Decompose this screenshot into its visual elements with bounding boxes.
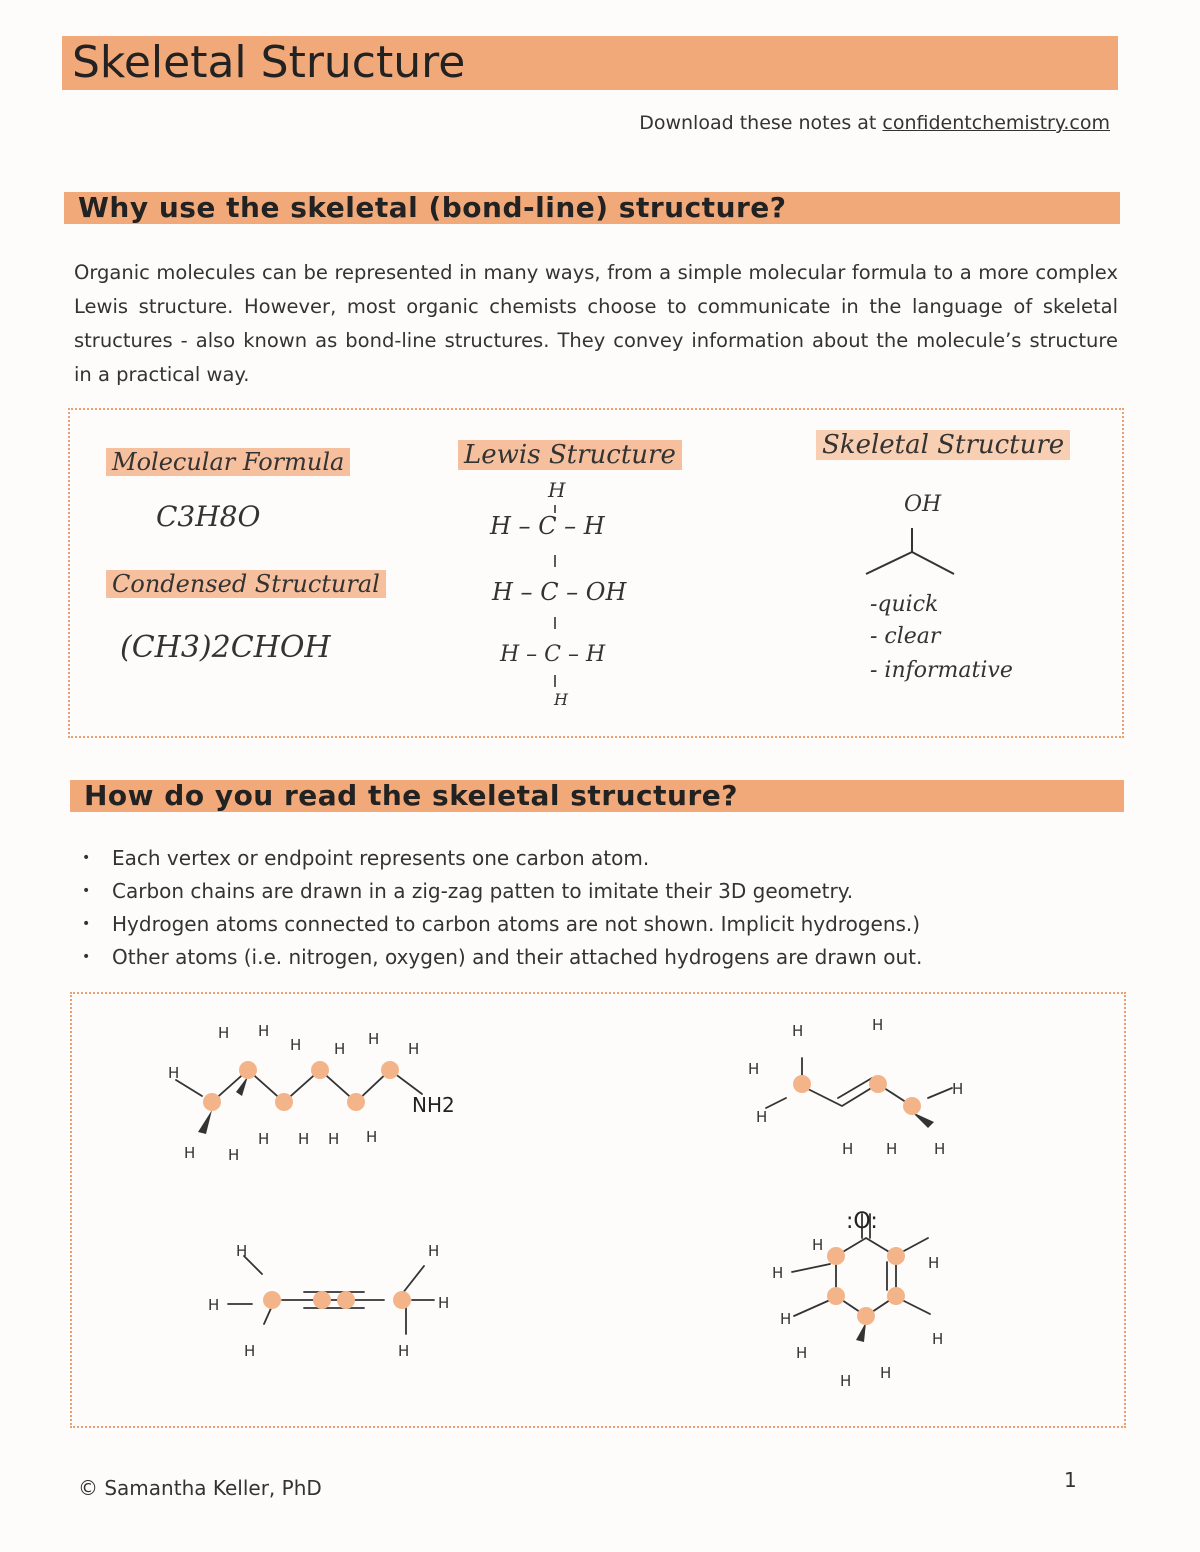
examples-box (70, 992, 1126, 1428)
hydrogen-label: H (228, 1146, 240, 1164)
skeletal-note: - clear (870, 624, 941, 649)
lewis-vertical-bonds (540, 505, 580, 695)
footer-copyright: © Samantha Keller, PhD (78, 1476, 322, 1500)
hydrogen-label: H (840, 1372, 852, 1390)
hydrogen-label: H (334, 1040, 346, 1058)
hydrogen-label: H (258, 1022, 270, 1040)
hydrogen-label: H (398, 1342, 410, 1360)
hydrogen-label: H (328, 1130, 340, 1148)
representations-box (68, 408, 1124, 738)
hydrogen-label: H (368, 1030, 380, 1048)
lewis-row: H – C – H (500, 642, 606, 667)
hydrogen-label: H (408, 1040, 420, 1058)
molecular-formula-value: C3H8O (156, 500, 261, 533)
intro-paragraph: Organic molecules can be represented in many ways, from a simple molecular formula to a more complex Lewis structure. However, most organic chemists choose to communicate in the language of skeletal structures - also known as bond-line structures. They convey information about the molecule’s structure in a practical way. (74, 261, 1118, 386)
skeletal-structure-label: Skeletal Structure (816, 430, 1070, 460)
hydrogen-label: H (298, 1130, 310, 1148)
section-heading-how: How do you read the skeletal structure? (70, 780, 1124, 812)
hydrogen-label: H (756, 1108, 768, 1126)
condensed-structural-value: (CH3)2CHOH (120, 630, 331, 665)
skeletal-oh-label: OH (904, 492, 942, 517)
hydrogen-label: H (928, 1254, 940, 1272)
amine-label: NH2 (412, 1093, 455, 1117)
hydrogen-label: H (428, 1242, 440, 1260)
bullet-list (78, 842, 1118, 974)
hydrogen-label: H (290, 1036, 302, 1054)
bullet-item: • Hydrogen atoms connected to carbon atoms are not shown. Implicit hydrogens.) (78, 908, 1118, 941)
hydrogen-label: H (952, 1080, 964, 1098)
bullet-item: • Each vertex or endpoint represents one carbon atom. (78, 842, 1118, 875)
hydrogen-label: H (184, 1144, 196, 1162)
ketone-oxygen-label: :O: (846, 1209, 878, 1234)
hydrogen-label: H (812, 1236, 824, 1254)
lewis-row: H (548, 478, 566, 502)
hydrogen-label: H (218, 1024, 230, 1042)
lewis-row: H – C – OH (492, 578, 627, 606)
hydrogen-label: H (932, 1330, 944, 1348)
hydrogen-label: H (934, 1140, 946, 1158)
bullet-item: • Other atoms (i.e. nitrogen, oxygen) and their attached hydrogens are drawn out. (78, 941, 1118, 974)
lewis-row: H – C – H (490, 512, 605, 540)
hydrogen-label: H (792, 1022, 804, 1040)
hydrogen-label: H (886, 1140, 898, 1158)
molecular-formula-label: Molecular Formula (106, 448, 350, 476)
bullet-item: • Carbon chains are drawn in a zig-zag patten to imitate their 3D geometry. (78, 875, 1118, 908)
hydrogen-label: H (438, 1294, 450, 1312)
condensed-structural-label: Condensed Structural (106, 570, 386, 598)
hydrogen-label: H (842, 1140, 854, 1158)
lewis-structure-label: Lewis Structure (458, 440, 682, 470)
hydrogen-label: H (748, 1060, 760, 1078)
examples-drawing (72, 994, 1124, 1426)
section-heading-why: Why use the skeletal (bond-line) structure? (64, 192, 1120, 224)
hydrogen-label: H (208, 1296, 220, 1314)
hydrogen-label: H (366, 1128, 378, 1146)
skeletal-note: - informative (870, 658, 1013, 683)
lewis-row: H (554, 690, 568, 709)
page-number: 1 (1064, 1468, 1077, 1492)
hydrogen-label: H (796, 1344, 808, 1362)
download-line (639, 112, 1110, 134)
hydrogen-label: H (168, 1064, 180, 1082)
skeletal-note: -quick (870, 592, 939, 617)
hydrogen-label: H (772, 1264, 784, 1282)
hydrogen-label: H (236, 1242, 248, 1260)
hydrogen-label: H (872, 1016, 884, 1034)
page-title: Skeletal Structure (62, 36, 1118, 90)
hydrogen-label: H (780, 1310, 792, 1328)
hydrogen-label: H (258, 1130, 270, 1148)
download-prefix: Download these notes at (639, 112, 883, 134)
download-link[interactable]: confidentchemistry.com (882, 112, 1110, 134)
skeletal-drawing (860, 520, 960, 580)
hydrogen-label: H (244, 1342, 256, 1360)
hydrogen-label: H (880, 1364, 892, 1382)
